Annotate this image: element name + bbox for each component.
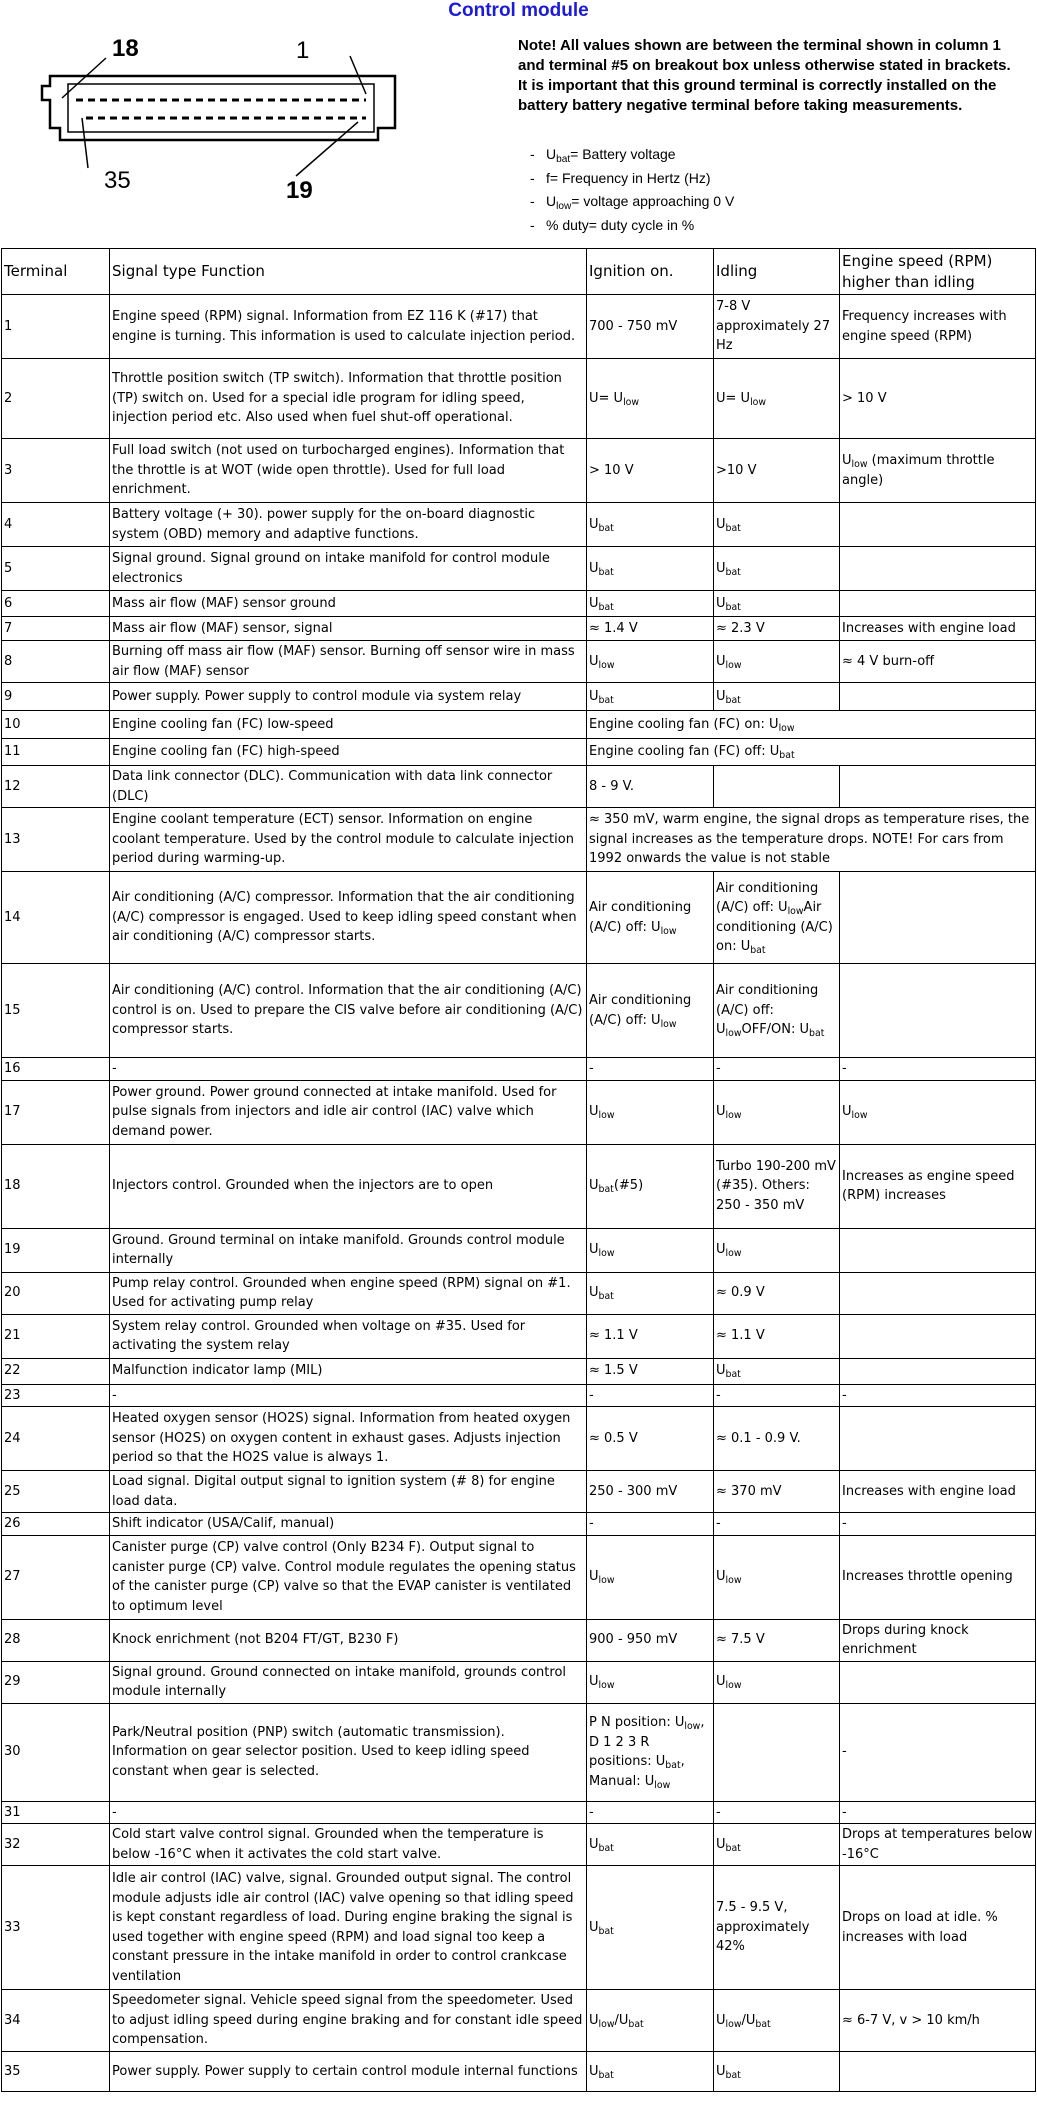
engine-speed-cell: ≈ 4 V burn-off <box>840 641 1036 683</box>
pin-label-35: 35 <box>104 167 131 194</box>
table-row <box>2 295 1036 359</box>
function-cell: Battery voltage (+ 30). power supply for the on-board diagnostic system (OBD) memory and adaptive functions. <box>110 503 587 547</box>
ignition-cell: > 10 V <box>587 439 714 503</box>
function-cell: Engine cooling fan (FC) high-speed <box>110 739 587 766</box>
terminal-cell: 14 <box>2 872 110 964</box>
table-row <box>2 683 1036 711</box>
engine-speed-cell: - <box>840 1513 1036 1536</box>
ignition-cell: ≈ 1.5 V <box>587 1358 714 1384</box>
engine-speed-cell: > 10 V <box>840 359 1036 439</box>
table-row <box>2 1272 1036 1314</box>
function-cell: Park/Neutral position (PNP) switch (automatic transmission). Information on gear selector position. Used to keep idling speed constant when gear is selected. <box>110 1703 587 1801</box>
terminal-cell: 8 <box>2 641 110 683</box>
terminal-cell: 30 <box>2 1703 110 1801</box>
terminal-cell: 28 <box>2 1619 110 1661</box>
function-cell: Signal ground. Ground connected on intake manifold, grounds control module internally <box>110 1661 587 1703</box>
terminal-cell: 12 <box>2 766 110 808</box>
idling-cell: $U_{bat}$ <box>714 503 840 547</box>
table-row <box>2 1703 1036 1801</box>
ignition-cell: $U_{low}$ <box>587 1661 714 1703</box>
engine-speed-cell: - <box>840 1058 1036 1081</box>
terminal-cell: 26 <box>2 1513 110 1536</box>
idling-cell <box>714 1703 840 1801</box>
terminal-cell: 2 <box>2 359 110 439</box>
terminal-cell: 22 <box>2 1358 110 1384</box>
function-cell: Load signal. Digital output signal to ignition system (# 8) for engine load data. <box>110 1471 587 1513</box>
terminal-cell: 23 <box>2 1384 110 1407</box>
table-row <box>2 641 1036 683</box>
idling-cell: $U= U_{low}$ <box>714 359 840 439</box>
terminal-cell: 15 <box>2 964 110 1058</box>
ignition-cell: $U_{low}/U_{bat}$ <box>587 1990 714 2052</box>
engine-speed-cell: $U_{low}$ <box>840 1080 1036 1144</box>
table-row <box>2 1801 1036 1824</box>
idling-cell: ≈ 370 mV <box>714 1471 840 1513</box>
table-row <box>2 1144 1036 1228</box>
idling-cell: $U_{bat}$ <box>714 591 840 617</box>
idling-cell: >10 V <box>714 439 840 503</box>
ignition-cell: 250 - 300 mV <box>587 1471 714 1513</box>
legend-item: - f= Frequency in Hertz (Hz) <box>530 169 711 186</box>
engine-speed-cell <box>840 1358 1036 1384</box>
engine-speed-cell: Increases as engine speed (RPM) increases <box>840 1144 1036 1228</box>
pin-label-19: 19 <box>286 177 313 203</box>
terminal-cell: 17 <box>2 1080 110 1144</box>
function-cell: Pump relay control. Grounded when engine speed (RPM) signal on #1. Used for activating pump relay <box>110 1272 587 1314</box>
idling-cell: Air conditioning (A/C) off: $U_{low}OFF/ON$: $U_{bat}$ <box>714 964 840 1058</box>
ignition-cell: $U_{bat}$ <box>587 1272 714 1314</box>
table-body <box>2 295 1036 2092</box>
terminal-cell: 9 <box>2 683 110 711</box>
header-engine-speed: Engine speed (RPM) higher than idling <box>840 249 1036 295</box>
ignition-cell: - <box>587 1801 714 1824</box>
table-row <box>2 766 1036 808</box>
connector-outline <box>42 76 395 140</box>
engine-speed-cell <box>840 2052 1036 2092</box>
table-row <box>2 1535 1036 1619</box>
engine-speed-cell: - <box>840 1384 1036 1407</box>
ignition-cell: $U_{bat}$ <box>587 503 714 547</box>
terminal-cell: 19 <box>2 1228 110 1272</box>
ignition-cell: $U_{bat}$ <box>587 683 714 711</box>
function-cell: Power ground. Power ground connected at intake manifold. Used for pulse signals from injectors and idle air control (IAC) valve which demand power. <box>110 1080 587 1144</box>
table-row <box>2 739 1036 766</box>
ignition-cell: $U_{low}$ <box>587 1535 714 1619</box>
function-cell: Knock enrichment (not B204 FT/GT, B230 F) <box>110 1619 587 1661</box>
terminal-cell: 27 <box>2 1535 110 1619</box>
engine-speed-cell <box>840 1407 1036 1471</box>
ignition-cell: Air conditioning (A/C) off: $U_{low}$ <box>587 964 714 1058</box>
idling-cell: 7.5 - 9.5 V, approximately 42% <box>714 1866 840 1990</box>
terminal-cell: 1 <box>2 295 110 359</box>
table-row <box>2 1314 1036 1358</box>
idling-cell: $U_{bat}$ <box>714 547 840 591</box>
table-row <box>2 1990 1036 2052</box>
connector-inner <box>68 84 374 132</box>
function-cell: Mass air flow (MAF) sensor, signal <box>110 617 587 641</box>
header-function: Signal type Function <box>110 249 587 295</box>
engine-speed-cell <box>840 872 1036 964</box>
function-cell: Burning off mass air flow (MAF) sensor. Burning off sensor wire in mass air flow (MAF) sensor <box>110 641 587 683</box>
function-cell: Throttle position switch (TP switch). Information that throttle position (TP) switch on. Used for a special idle program for idling speed, injection period etc. Also used when fuel shut-off operational. <box>110 359 587 439</box>
idling-cell: - <box>714 1058 840 1081</box>
page-title: Control module <box>448 0 589 21</box>
function-cell: - <box>110 1801 587 1824</box>
table-row <box>2 1866 1036 1990</box>
terminal-cell: 32 <box>2 1824 110 1866</box>
table-row <box>2 591 1036 617</box>
ignition-cell: ≈ 0.5 V <box>587 1407 714 1471</box>
legend-item: - $U_{low}=$ voltage approaching 0 V <box>530 193 735 213</box>
header-idling: Idling <box>714 249 840 295</box>
function-cell: - <box>110 1384 587 1407</box>
pointer-18 <box>62 58 106 98</box>
table-row <box>2 1358 1036 1384</box>
engine-speed-cell <box>840 547 1036 591</box>
table-row <box>2 503 1036 547</box>
ignition-cell: Air conditioning (A/C) off: $U_{low}$ <box>587 872 714 964</box>
merged-value-cell: Engine cooling fan (FC) off: $U_{bat}$ <box>587 739 1036 766</box>
engine-speed-cell <box>840 1661 1036 1703</box>
ignition-cell: $U_{bat}$ <box>587 1824 714 1866</box>
legend-list <box>530 143 734 237</box>
idling-cell: $U_{low}$ <box>714 1661 840 1703</box>
idling-cell: $U_{low}/U_{bat}$ <box>714 1990 840 2052</box>
legend-item: - $U_{bat}=$ Battery voltage <box>530 146 676 166</box>
ignition-cell: - <box>587 1058 714 1081</box>
function-cell: System relay control. Grounded when voltage on #35. Used for activating the system relay <box>110 1314 587 1358</box>
pointer-35 <box>82 118 88 168</box>
terminal-cell: 31 <box>2 1801 110 1824</box>
idling-cell: $U_{bat}$ <box>714 1824 840 1866</box>
function-cell: Heated oxygen sensor (HO2S) signal. Information from heated oxygen sensor (HO2S) on oxygen content in exhaust gases. Adjusts injection period so that the HO2S value is always 1. <box>110 1407 587 1471</box>
table-row <box>2 1619 1036 1661</box>
function-cell: Data link connector (DLC). Communication with data link connector (DLC) <box>110 766 587 808</box>
table-row <box>2 2052 1036 2092</box>
terminal-cell: 3 <box>2 439 110 503</box>
table-row <box>2 1661 1036 1703</box>
engine-speed-cell: Drops at temperatures below -16°C <box>840 1824 1036 1866</box>
function-cell: Mass air flow (MAF) sensor ground <box>110 591 587 617</box>
table-row <box>2 617 1036 641</box>
terminal-cell: 10 <box>2 711 110 739</box>
function-cell: Canister purge (CP) valve control (Only B234 F). Output signal to canister purge (CP) valve. Control module regulates the opening status of the canister purge (CP) valve so that the EVAP canister is ventilated to optimum level <box>110 1535 587 1619</box>
measurement-note: Note! All values shown are between the terminal shown in column 1 and terminal #5 on breakout box unless otherwise stated in brackets. It is important that this ground terminal is correctly installed on the battery battery negative terminal before taking measurements. <box>518 37 1011 114</box>
pin-label-18: 18 <box>112 35 139 62</box>
terminal-cell: 24 <box>2 1407 110 1471</box>
engine-speed-cell <box>840 503 1036 547</box>
terminal-cell: 4 <box>2 503 110 547</box>
function-cell: Power supply. Power supply to control module via system relay <box>110 683 587 711</box>
ignition-cell: 8 - 9 V. <box>587 766 714 808</box>
pin-label-1: 1 <box>296 37 310 64</box>
merged-value-cell: Engine cooling fan (FC) on: $U_{low}$ <box>587 711 1036 739</box>
ignition-cell: $U_{low}$ <box>587 1080 714 1144</box>
engine-speed-cell: Frequency increases with engine speed (RPM) <box>840 295 1036 359</box>
ignition-cell: ≈ 1.4 V <box>587 617 714 641</box>
table-row <box>2 1080 1036 1144</box>
ignition-cell: ≈ 1.1 V <box>587 1314 714 1358</box>
engine-speed-cell <box>840 683 1036 711</box>
ignition-cell: 700 - 750 mV <box>587 295 714 359</box>
table-row <box>2 547 1036 591</box>
ignition-cell: $U_{bat}(\#5)$ <box>587 1144 714 1228</box>
ignition-cell: $U_{bat}$ <box>587 2052 714 2092</box>
function-cell: Idle air control (IAC) valve, signal. Grounded output signal. The control module adjusts idle air control (IAC) valve opening so that idling speed is kept constant regardless of load. During engine braking the signal is used together with engine speed (RPM) and load signal too keep a constant pressure in the intake manifold in order to control crankcase ventilation <box>110 1866 587 1990</box>
engine-speed-cell: Drops during knock enrichment <box>840 1619 1036 1661</box>
idling-cell: ≈ 0.1 - 0.9 V. <box>714 1407 840 1471</box>
table-row <box>2 1228 1036 1272</box>
idling-cell: $U_{low}$ <box>714 1535 840 1619</box>
terminal-cell: 35 <box>2 2052 110 2092</box>
idling-cell: ≈ 1.1 V <box>714 1314 840 1358</box>
idling-cell: - <box>714 1513 840 1536</box>
engine-speed-cell <box>840 1228 1036 1272</box>
engine-speed-cell <box>840 766 1036 808</box>
terminal-cell: 20 <box>2 1272 110 1314</box>
function-cell: Ground. Ground terminal on intake manifold. Grounds control module internally <box>110 1228 587 1272</box>
function-cell: Air conditioning (A/C) control. Information that the air conditioning (A/C) control is on. Used to prepare the CIS valve before air conditioning (A/C) compressor starts. <box>110 964 587 1058</box>
function-cell: Full load switch (not used on turbocharged engines). Information that the throttle is at WOT (wide open throttle). Used for full load enrichment. <box>110 439 587 503</box>
idling-cell: Air conditioning (A/C) off: $U_{low}Air$ conditioning (A/C) on: $U_{bat}$ <box>714 872 840 964</box>
idling-cell: ≈ 2.3 V <box>714 617 840 641</box>
ignition-cell: P N position: $U_{low}$, D 1 2 3 R positions: $U_{bat}$, Manual: $U_{low}$ <box>587 1703 714 1801</box>
terminal-cell: 7 <box>2 617 110 641</box>
table-row <box>2 1824 1036 1866</box>
ignition-cell: - <box>587 1384 714 1407</box>
table-header-row <box>2 249 1036 295</box>
pointer-19 <box>296 122 358 176</box>
function-cell: Injectors control. Grounded when the injectors are to open <box>110 1144 587 1228</box>
header-ignition: Ignition on. <box>587 249 714 295</box>
engine-speed-cell: ≈ 6-7 V, v > 10 km/h <box>840 1990 1036 2052</box>
function-cell: Speedometer signal. Vehicle speed signal from the speedometer. Used to adjust idling speed during engine braking and for constant idle speed compensation. <box>110 1990 587 2052</box>
engine-speed-cell <box>840 1314 1036 1358</box>
idling-cell: - <box>714 1384 840 1407</box>
idling-cell: $U_{low}$ <box>714 1080 840 1144</box>
table-row <box>2 1407 1036 1471</box>
idling-cell: 7-8 V approximately 27 Hz <box>714 295 840 359</box>
ignition-cell: - <box>587 1513 714 1536</box>
idling-cell: $U_{low}$ <box>714 1228 840 1272</box>
idling-cell: $U_{bat}$ <box>714 683 840 711</box>
ignition-cell: $U= U_{low}$ <box>587 359 714 439</box>
terminal-cell: 16 <box>2 1058 110 1081</box>
table-row <box>2 711 1036 739</box>
function-cell: Power supply. Power supply to certain control module internal functions <box>110 2052 587 2092</box>
terminal-cell: 13 <box>2 808 110 872</box>
function-cell: Signal ground. Signal ground on intake manifold for control module electronics <box>110 547 587 591</box>
function-cell: - <box>110 1058 587 1081</box>
idling-cell: Turbo 190-200 mV (#35). Others: 250 - 350 mV <box>714 1144 840 1228</box>
terminal-table-container <box>1 248 1035 2092</box>
terminal-cell: 34 <box>2 1990 110 2052</box>
function-cell: Engine coolant temperature (ECT) sensor. Information on engine coolant temperature. Used by the control module to calculate injection period during warming-up. <box>110 808 587 872</box>
function-cell: Malfunction indicator lamp (MIL) <box>110 1358 587 1384</box>
table-row <box>2 1384 1036 1407</box>
engine-speed-cell <box>840 964 1036 1058</box>
table-row <box>2 808 1036 872</box>
table-row <box>2 1471 1036 1513</box>
idling-cell: - <box>714 1801 840 1824</box>
engine-speed-cell: Increases with engine load <box>840 617 1036 641</box>
idling-cell: ≈ 0.9 V <box>714 1272 840 1314</box>
terminal-cell: 29 <box>2 1661 110 1703</box>
ignition-cell: $U_{low}$ <box>587 1228 714 1272</box>
table-row <box>2 1513 1036 1536</box>
header-terminal: Terminal <box>2 249 110 295</box>
function-cell: Cold start valve control signal. Grounded when the temperature is below -16°C when it activates the cold start valve. <box>110 1824 587 1866</box>
engine-speed-cell: $U_{low}$ (maximum throttle angle) <box>840 439 1036 503</box>
engine-speed-cell <box>840 591 1036 617</box>
table-row <box>2 1058 1036 1081</box>
idling-cell: $U_{low}$ <box>714 641 840 683</box>
table-row <box>2 964 1036 1058</box>
legend-item: - % duty= duty cycle in % <box>530 216 695 233</box>
terminal-cell: 33 <box>2 1866 110 1990</box>
connector-diagram <box>20 28 410 203</box>
terminal-cell: 18 <box>2 1144 110 1228</box>
terminal-table <box>1 248 1036 2092</box>
engine-speed-cell <box>840 1272 1036 1314</box>
idling-cell <box>714 766 840 808</box>
engine-speed-cell: Increases with engine load <box>840 1471 1036 1513</box>
terminal-cell: 6 <box>2 591 110 617</box>
table-row <box>2 872 1036 964</box>
terminal-cell: 11 <box>2 739 110 766</box>
engine-speed-cell: Increases throttle opening <box>840 1535 1036 1619</box>
engine-speed-cell: Drops on load at idle. % increases with load <box>840 1866 1036 1990</box>
merged-value-cell: ≈ 350 mV, warm engine, the signal drops as temperature rises, the signal increases as the temperature drops. NOTE! For cars from 1992 onwards the value is not stable <box>587 808 1036 872</box>
table-row <box>2 359 1036 439</box>
idling-cell: $U_{bat}$ <box>714 2052 840 2092</box>
ignition-cell: 900 - 950 mV <box>587 1619 714 1661</box>
ignition-cell: $U_{bat}$ <box>587 1866 714 1990</box>
terminal-cell: 21 <box>2 1314 110 1358</box>
function-cell: Air conditioning (A/C) compressor. Information that the air conditioning (A/C) compressor is engaged. Used to keep idling speed constant when air conditioning (A/C) compressor starts. <box>110 872 587 964</box>
terminal-cell: 5 <box>2 547 110 591</box>
engine-speed-cell: - <box>840 1703 1036 1801</box>
engine-speed-cell: - <box>840 1801 1036 1824</box>
ignition-cell: $U_{low}$ <box>587 641 714 683</box>
function-cell: Shift indicator (USA/Calif, manual) <box>110 1513 587 1536</box>
table-row <box>2 439 1036 503</box>
ignition-cell: $U_{bat}$ <box>587 591 714 617</box>
function-cell: Engine cooling fan (FC) low-speed <box>110 711 587 739</box>
idling-cell: ≈ 7.5 V <box>714 1619 840 1661</box>
idling-cell: $U_{bat}$ <box>714 1358 840 1384</box>
ignition-cell: $U_{bat}$ <box>587 547 714 591</box>
function-cell: Engine speed (RPM) signal. Information from EZ 116 K (#17) that engine is turning. This information is used to calculate injection period. <box>110 295 587 359</box>
terminal-cell: 25 <box>2 1471 110 1513</box>
